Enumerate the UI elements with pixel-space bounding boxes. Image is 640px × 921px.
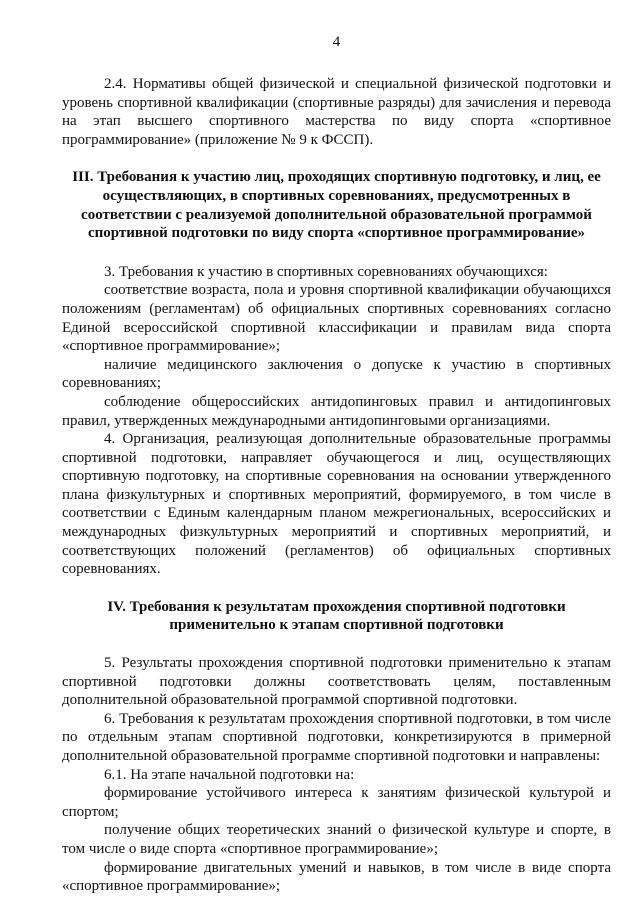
paragraph-2-4: 2.4. Нормативы общей физической и специальной физической подготовки и уровень спортивной квалификации (спортивные разряды) для зачисления и перевода на этап высшего спортивного мастерства по виду спорта «спортивное программирование» (приложение № 9 к ФССП).	[62, 76, 611, 148]
paragraph: 6.1. На этапе начальной подготовки на:	[104, 766, 355, 783]
paragraph: формирование устойчивого интереса к занятиям физической культурой и спортом;	[62, 785, 611, 820]
paragraph: наличие медицинского заключения о допуске к участию в спортивных соревнованиях;	[62, 356, 611, 392]
paragraph: получение общих теоретических знаний о физической культуре и спорте, в том числе о виде спорта «спортивное программирование»;	[62, 822, 611, 857]
paragraph: соответствие возраста, пола и уровня спортивной квалификации обучающихся положениям (регламентам) об официальных спортивных соревнованиях согласно Единой всероссийской спортивной классификации и правилам вида спорта «спортивное программирование»;	[62, 282, 611, 355]
section-3-heading: III. Требования к участию лиц, проходящих спортивную подготовку, и лиц, ее осуществляющих, в спортивных соревнованиях, предусмотренных в соответствии с реализуемой дополнительной образовательной программой спортивной подготовки по виду спорта «спортивное программирование»	[72, 169, 601, 242]
paragraph: соблюдение общероссийских антидопинговых правил и антидопинговых правил, утвержденных международными антидопинговыми организациями.	[62, 393, 611, 429]
paragraph: 4. Организация, реализующая дополнительные образовательные программы спортивной подготовки, направляет обучающегося и лиц, осуществляющих спортивную подготовку, на спортивные соревнования на основании утвержденного плана физкультурных и спортивных мероприятий, формируемого, в том числе в соответствии с Единым календарным планом межрегиональных, всероссийских и международных физкультурных мероприятий и спортивных мероприятий, и соответствующих положений (регламентов) об официальных спортивных соревнованиях.	[62, 431, 611, 578]
paragraph: формирование двигательных умений и навыков, в том числе в виде спорта «спортивное программирование»;	[62, 859, 611, 895]
paragraph: 6. Требования к результатам прохождения спортивной подготовки, в том числе по отдельным этапам спортивной подготовки, конкретизируются в примерной дополнительной образовательной программе спортивной подготовки и направлены:	[62, 710, 611, 764]
page-number: 4	[332, 34, 341, 50]
paragraph: 3. Требования к участию в спортивных соревнованиях обучающихся:	[104, 263, 548, 280]
section-4-heading: IV. Требования к результатам прохождения спортивной подготовки применительно к этапам спортивной подготовки	[107, 598, 566, 634]
paragraph: 5. Результаты прохождения спортивной подготовки применительно к этапам спортивной подготовки должны соответствовать целям, поставленным дополнительной образовательной программой спортивной подготовки.	[62, 655, 611, 709]
